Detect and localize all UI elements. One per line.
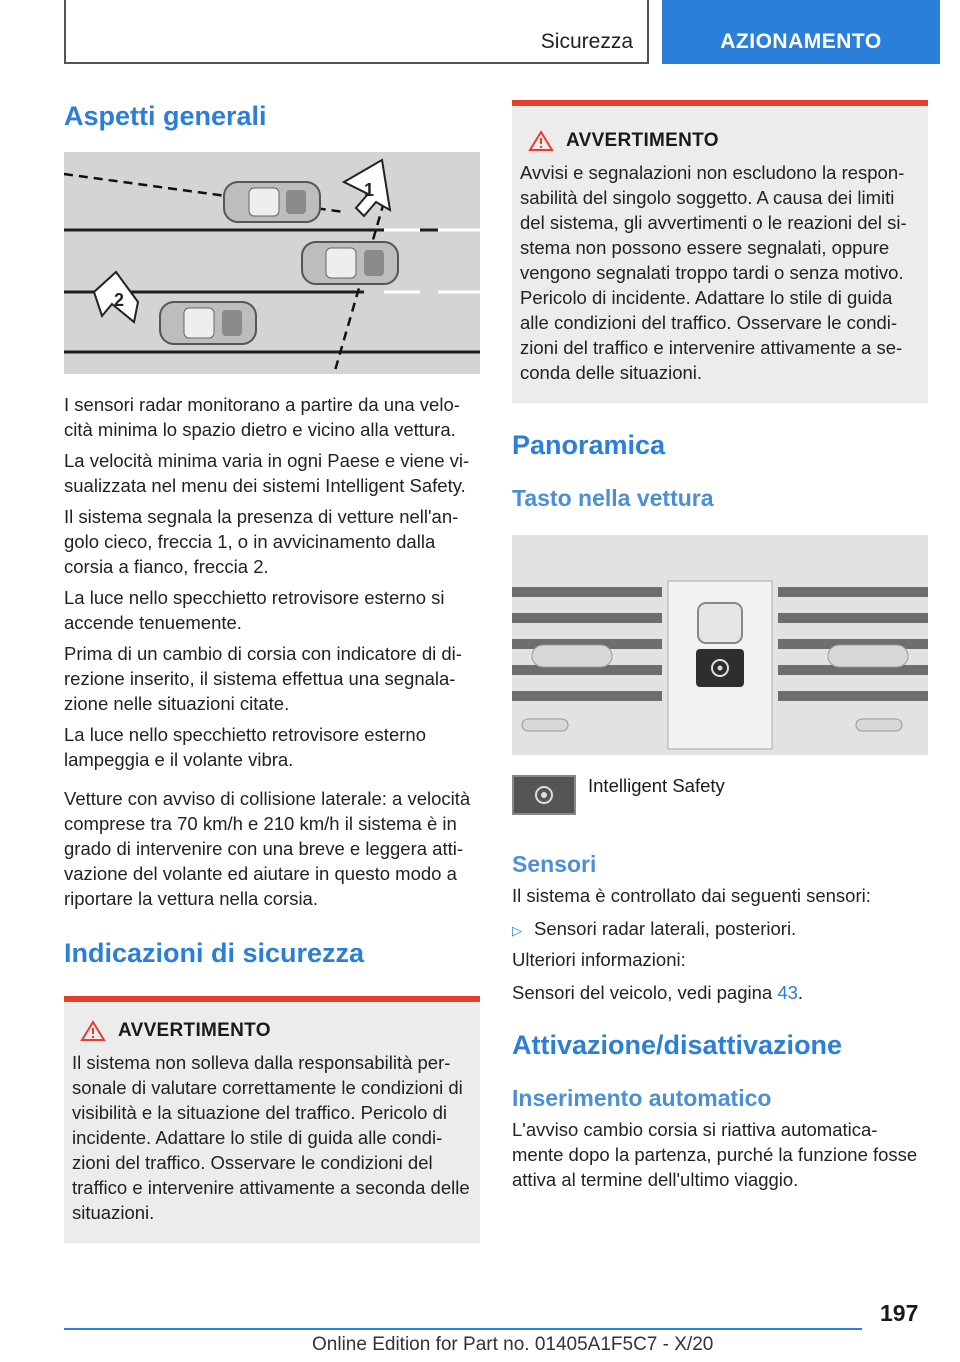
warning-header (528, 130, 920, 152)
car-middle (302, 242, 398, 284)
triangle-bullet-icon: ▷ (512, 922, 522, 938)
reference-end: . (797, 981, 804, 1003)
left-column (64, 100, 480, 1243)
page-link[interactable]: 43 (777, 981, 798, 1003)
warning-header (80, 1020, 472, 1042)
button-legend (512, 775, 928, 815)
paragraph: La luce nello specchietto retrovisore esterno si accende tenuemente. (64, 587, 445, 634)
header-chapter-tab[interactable]: AZIONAMENTO (662, 0, 940, 64)
right-column (512, 100, 928, 1192)
more-info-label: Ulteriori informazioni: (512, 948, 686, 970)
arrow-label-1: 1 (364, 180, 375, 201)
heading-activation: Attivazione/disattivazione (512, 1029, 843, 1060)
paragraph: Prima di un cambio di corsia con indicatore di di-rezione inserito, il sistema effettua una segnala-zione nelle situazioni citate. (64, 643, 462, 715)
car-safety-icon (533, 784, 555, 806)
page-number: 197 (880, 1300, 919, 1326)
car-top (224, 182, 320, 222)
heading-safety: Indicazioni di sicurezza (64, 938, 365, 969)
footer-edition: Online Edition for Part no. 01405A1F5C7 - X/20 (312, 1334, 714, 1355)
paragraph: Il sistema segnala la presenza di vetture nell'an-golo cieco, freccia 1, o in avvicinamento dalla corsia a fianco, freccia 2. (64, 506, 459, 578)
paragraph: La velocità minima varia in ogni Paese e viene vi-sualizzata nel menu dei sistemi Intelligent Safety. (64, 450, 470, 497)
heading-auto: Inserimento automatico (512, 1084, 772, 1111)
car-bottom (160, 302, 256, 344)
warning-label: AVVERTIMENTO (118, 1019, 271, 1041)
footer-divider (64, 1328, 862, 1330)
warning-text: Il sistema non solleva dalla responsabilità per-sonale di valutare correttamente le condizioni di visibilità e la situazione del traffico. Pericolo di incidente. Adattare lo stile di guida alle condi-zioni del traffico. Osservare le condizioni del traffico e intervenire attivamente a seconda delle situazioni. (72, 1051, 470, 1223)
warning-box-left (64, 996, 480, 1243)
list-item-text: Sensori radar laterali, posteriori. (534, 917, 797, 939)
warning-triangle-icon (528, 130, 554, 152)
sensors-reference (512, 980, 928, 1005)
general-text-block (64, 392, 480, 911)
auto-text: L'avviso cambio corsia si riattiva automatica-mente dopo la partenza, purché la funzione fosse attiva al termine dell'ultimo viaggio. (512, 1118, 918, 1190)
warning-box-right (512, 100, 928, 403)
button-label: Intelligent Safety (588, 774, 725, 796)
intelligent-safety-button-icon[interactable] (512, 775, 576, 815)
heading-general: Aspetti generali (64, 101, 267, 131)
sensors-intro: Il sistema è controllato dai seguenti sensori: (512, 884, 871, 906)
paragraph: La luce nello specchietto retrovisore esterno lampeggia e il volante vibra. (64, 724, 426, 771)
header-section-box (64, 0, 649, 64)
header-section-title: Sicurezza (540, 30, 633, 53)
console-button-photo (512, 535, 928, 755)
blind-spot-illustration (64, 152, 480, 374)
road-diagram (64, 152, 480, 374)
reference-text: Sensori del veicolo, vedi pagina (512, 981, 773, 1003)
heading-sensors: Sensori (512, 850, 597, 877)
warning-bar (64, 996, 480, 1002)
heading-button: Tasto nella vettura (512, 485, 714, 512)
warning-text: Avvisi e segnalazioni non escludono la respon-sabilità del singolo soggetto. A causa dei limiti del sistema, gli avvertimenti o le reazioni del si-stema non possono essere segnalati, oppure vengono segnalati troppo tardi o senza motivo. Pericolo di incidente. Adattare lo stile di guida alle condizioni del traffico. Osservare le condi-zioni del traffico e intervenire attivamente a se-conda delle situazioni. (520, 162, 907, 383)
paragraph: I sensori radar monitorano a partire da una velo-cità minima lo spazio dietro e vicino alla vettura. (64, 394, 460, 441)
warning-triangle-icon (80, 1020, 106, 1042)
console-diagram (512, 535, 928, 755)
arrow-label-2: 2 (114, 290, 125, 311)
list-item (512, 916, 928, 941)
warning-bar (512, 100, 928, 106)
paragraph: Vetture con avviso di collisione laterale: a velocità comprese tra 70 km/h e 210 km/h il sistema è in grado di intervenire con una breve e leggera atti-vazione del volante ed aiutare in questo modo a riportare la vettura nella corsia. (64, 788, 471, 910)
heading-overview: Panoramica (512, 430, 666, 460)
warning-label: AVVERTIMENTO (566, 130, 719, 151)
